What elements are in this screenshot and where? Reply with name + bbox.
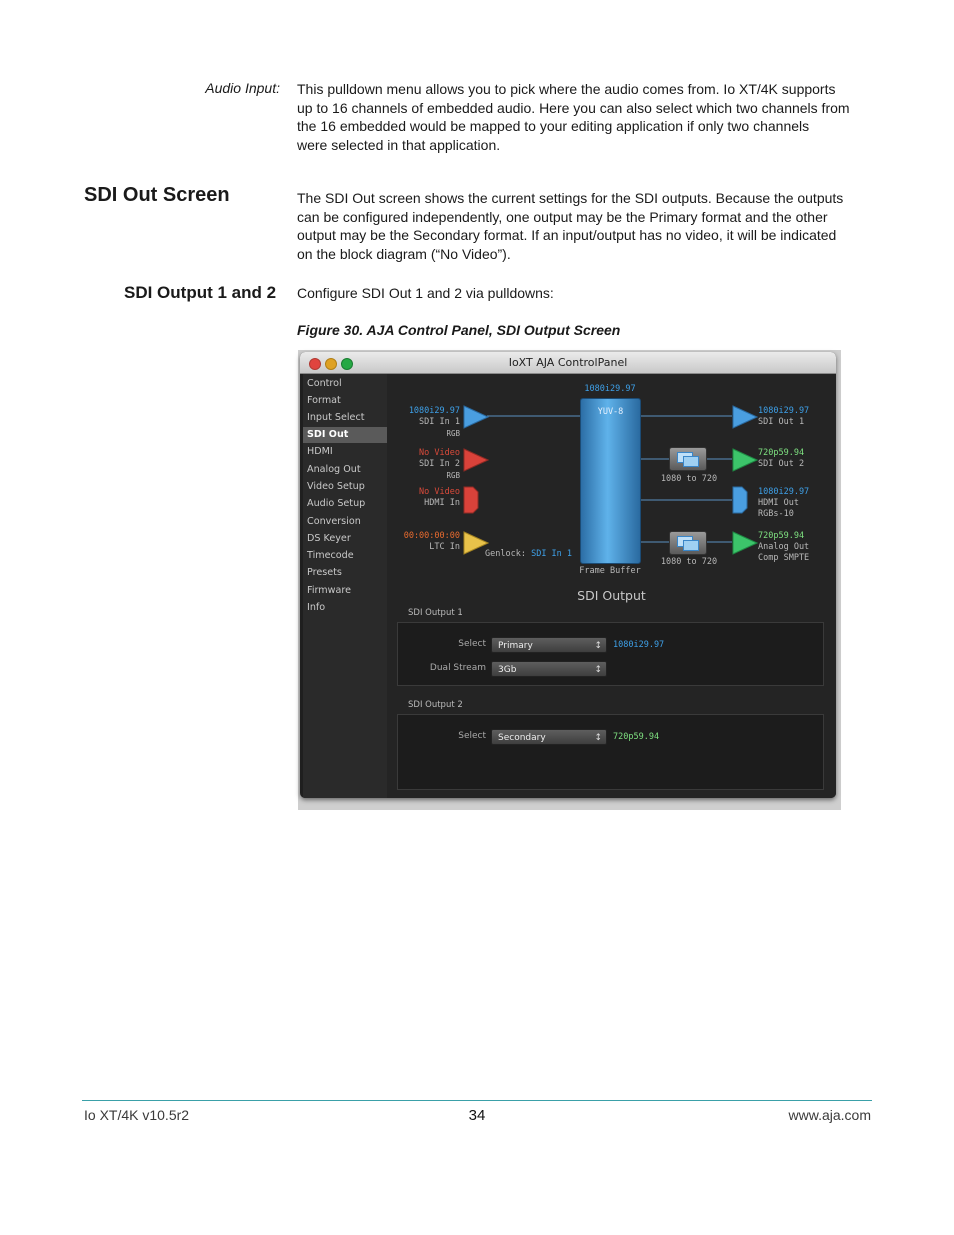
sdi-out-line: output may be the Secondary format. If an input/output has no video, it will be indicated — [297, 227, 837, 244]
analog-out-format: 720p59.94 — [758, 531, 805, 541]
sdi-output-2-format: 720p59.94 — [613, 732, 660, 742]
hdmi-out-sub: RGBs-10 — [758, 509, 794, 519]
sdi-output-2-group-label: SDI Output 2 — [408, 700, 463, 710]
audio-input-line: This pulldown menu allows you to pick where the audio comes from. Io XT/4K supports — [297, 81, 836, 97]
sdi-output-1-group-label: SDI Output 1 — [408, 608, 463, 618]
hdmi-out-format: 1080i29.97 — [758, 487, 810, 497]
audio-input-label: Audio Input: — [205, 80, 280, 96]
sdi-out-1-name: SDI Out 1 — [758, 417, 805, 427]
sdi-output-1-select-label: Select — [458, 639, 486, 649]
frame-buffer-caption: Frame Buffer — [579, 566, 641, 576]
sdi-output-1-panel — [397, 622, 824, 686]
zoom-icon[interactable] — [341, 358, 353, 370]
converter-1-label: 1080 to 720 — [660, 474, 718, 484]
hdmi-out-icon[interactable] — [732, 486, 748, 514]
sdi-out-2-format: 720p59.94 — [758, 448, 805, 458]
sdi-out-1-icon[interactable] — [732, 405, 758, 429]
hdmi-in-icon[interactable] — [463, 486, 479, 514]
sidebar-item-conversion[interactable]: Conversion — [307, 516, 361, 527]
ltc-in-name: LTC In — [429, 542, 460, 552]
audio-input-line: up to 16 channels of embedded audio. Here you can also select which two channels from — [297, 99, 850, 116]
sdi-in-1-name: SDI In 1 — [419, 417, 460, 427]
sidebar-item-firmware[interactable]: Firmware — [307, 585, 351, 596]
frame-buffer-block[interactable] — [580, 398, 641, 564]
sidebar-item-input-select[interactable]: Input Select — [307, 412, 365, 423]
sdi-out-line: on the block diagram (“No Video”). — [297, 246, 511, 263]
footer-right: www.aja.com — [788, 1107, 871, 1123]
sdi-output-heading: SDI Output 1 and 2 — [124, 283, 277, 302]
window-title: IoXT AJA ControlPanel — [508, 356, 628, 369]
hdmi-out-name: HDMI Out — [758, 498, 799, 508]
sidebar-item-hdmi[interactable]: HDMI — [307, 446, 333, 457]
audio-input-line: the 16 embedded would be mapped to your editing application if only two channels — [297, 118, 810, 135]
sdi-out-1-format: 1080i29.97 — [758, 406, 810, 416]
analog-out-icon[interactable] — [732, 531, 758, 555]
genlock-label: Genlock: — [485, 549, 526, 559]
hdmi-in-labels — [387, 487, 460, 509]
hdmi-in-format: No Video — [419, 487, 460, 497]
sdi-output-2-select[interactable]: Secondary ↕ — [491, 729, 607, 745]
ltc-in-labels — [387, 531, 460, 553]
sidebar — [303, 374, 387, 798]
app-window-figure — [298, 350, 841, 810]
frame-buffer-label: YUV-8 — [597, 407, 624, 417]
sdi-in-1-format: 1080i29.97 — [408, 406, 460, 416]
page-number: 34 — [468, 1107, 486, 1124]
sdi-in-1-icon[interactable] — [463, 405, 489, 429]
genlock-readout — [485, 549, 572, 559]
sdi-out-description — [297, 189, 907, 264]
converter-2-label: 1080 to 720 — [660, 557, 718, 567]
minimize-icon[interactable] — [325, 358, 337, 370]
audio-input-description — [297, 80, 897, 155]
hdmi-in-name: HDMI In — [424, 498, 460, 508]
sdi-out-2-icon[interactable] — [732, 448, 758, 472]
footer-divider — [82, 1100, 872, 1101]
sidebar-item-analog-out[interactable]: Analog Out — [307, 464, 361, 475]
sidebar-item-video-setup[interactable]: Video Setup — [307, 481, 365, 492]
figure-caption: Figure 30. AJA Control Panel, SDI Output Screen — [297, 322, 621, 338]
analog-out-name: Analog Out — [758, 542, 810, 552]
sidebar-item-audio-setup[interactable]: Audio Setup — [307, 498, 366, 509]
converter-1-icon[interactable] — [669, 447, 707, 471]
analog-out-labels — [758, 531, 809, 564]
footer-left: Io XT/4K v10.5r2 — [84, 1107, 190, 1123]
sdi-in-1-labels — [387, 406, 460, 439]
sdi-in-2-sub: RGB — [446, 471, 460, 480]
sdi-in-1-sub: RGB — [446, 429, 460, 438]
app-window — [300, 352, 836, 798]
sidebar-item-sdi-out[interactable]: SDI Out — [303, 427, 387, 443]
analog-out-sub: Comp SMPTE — [758, 553, 810, 563]
sdi-out-1-labels — [758, 406, 809, 428]
dual-stream-label: Dual Stream — [429, 663, 486, 673]
sdi-out-2-labels — [758, 448, 804, 470]
sidebar-item-format[interactable]: Format — [307, 395, 341, 406]
ltc-in-timecode: 00:00:00:00 — [403, 531, 460, 541]
title-bar — [300, 352, 836, 374]
dual-stream-select[interactable]: 3Gb ↕ — [491, 661, 607, 677]
sdi-output-1-select[interactable]: Primary ↕ — [491, 637, 607, 653]
sdi-out-2-name: SDI Out 2 — [758, 459, 805, 469]
sidebar-item-presets[interactable]: Presets — [307, 567, 342, 578]
sdi-out-line: The SDI Out screen shows the current settings for the SDI outputs. Because the outputs — [297, 190, 844, 206]
sdi-in-2-name: SDI In 2 — [419, 459, 460, 469]
section-title: SDI Output — [577, 588, 646, 603]
audio-input-line: were selected in that application. — [297, 137, 501, 154]
hdmi-out-labels — [758, 487, 809, 520]
sdi-output-text: Configure SDI Out 1 and 2 via pulldowns: — [297, 285, 554, 301]
sdi-output-2-panel — [397, 714, 824, 790]
sdi-in-2-icon[interactable] — [463, 448, 489, 472]
sdi-in-2-labels — [387, 448, 460, 481]
sidebar-item-timecode[interactable]: Timecode — [307, 550, 354, 561]
close-icon[interactable] — [309, 358, 321, 370]
frame-buffer-format: 1080i29.97 — [584, 384, 636, 394]
sidebar-item-info[interactable]: Info — [307, 602, 326, 613]
sdi-output-1-format: 1080i29.97 — [613, 640, 665, 650]
sdi-out-heading: SDI Out Screen — [84, 184, 230, 206]
converter-2-icon[interactable] — [669, 531, 707, 555]
sidebar-item-ds-keyer[interactable]: DS Keyer — [307, 533, 351, 544]
main-panel — [387, 374, 836, 798]
sdi-out-line: can be configured independently, one output may be the Primary format and the other — [297, 208, 828, 225]
sdi-in-2-format: No Video — [419, 448, 460, 458]
genlock-value: SDI In 1 — [531, 549, 573, 559]
sdi-output-2-select-label: Select — [458, 731, 486, 741]
sidebar-item-control[interactable]: Control — [307, 378, 342, 389]
